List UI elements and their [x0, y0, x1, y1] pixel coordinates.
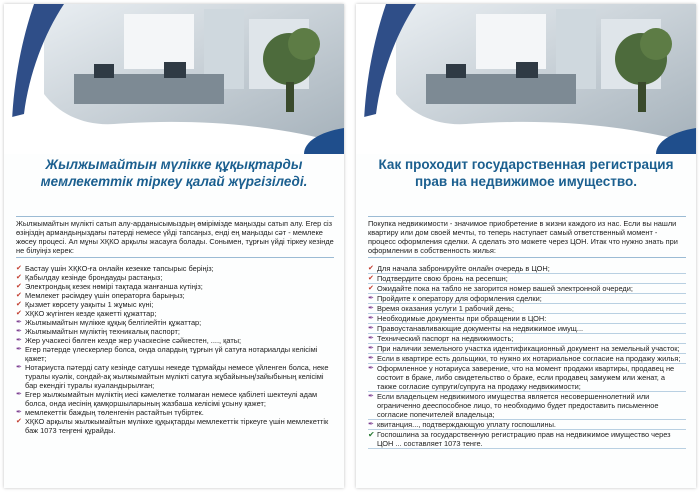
list-item	[16, 363, 334, 390]
list-item-text: мемлекеттік баждың төленгенін растайтын түбіртек.	[25, 408, 204, 417]
check-icon: ✔	[16, 418, 22, 425]
pin-icon: ✒	[16, 409, 22, 416]
intro-paragraph: Жылжымайтын мүлікті сатып алу-арданысымыздың өміріміздe маңызды сатып алу. Егер сіз өзіңіздің армандыңыздағы пәтерді немесе үйді тапсаңыз, енді ең маңызды сәт - мемлеке жөсеу процесі. Ал мұны ХҚКО арқылы жасауға болады. Сонымен, тұрғын үйді тіркеу кезінде не білуіңіз керек:	[16, 216, 334, 258]
list-item	[16, 417, 334, 435]
list-item-text: Технический паспорт на недвижимость;	[377, 334, 514, 343]
list-item	[16, 282, 334, 291]
list-item	[16, 336, 334, 345]
pin-icon: ✒	[368, 365, 374, 372]
office-photo	[356, 4, 696, 154]
list-item	[368, 304, 686, 314]
check-icon: ✔	[368, 265, 374, 272]
requirements-list	[16, 264, 334, 435]
list-item	[368, 364, 686, 392]
list-item	[368, 314, 686, 324]
list-item-text: Ожидайте пока на табло не загорится номер вашей электронной очереди;	[377, 284, 633, 293]
pin-icon: ✒	[16, 319, 22, 326]
pin-icon: ✒	[368, 355, 374, 362]
list-item	[16, 390, 334, 408]
list-item	[368, 392, 686, 420]
pin-icon: ✒	[368, 335, 374, 342]
list-item-text: Мемлекет рәсімдеу үшін операторға барыңыз;	[25, 291, 185, 300]
check-icon: ✔	[16, 265, 22, 272]
list-item	[368, 420, 686, 430]
list-item	[16, 300, 334, 309]
list-item	[368, 344, 686, 354]
check-icon: ✔	[16, 310, 22, 317]
list-item	[368, 334, 686, 344]
pin-icon: ✒	[368, 295, 374, 302]
list-item-text: Необходимые документы при обращении в ЦОН:	[377, 314, 547, 323]
pin-icon: ✒	[368, 315, 374, 322]
intro-paragraph: Покупка недвижимости - значимое приобретение в жизни каждого из нас. Если вы нашли квартиру или дом своей мечты, то теперь наступает самый ответственный момент - процесс оформления сделки. А сделать это можете через ЦОН. Итак что нужно знать при оформлении в собственность жилья:	[368, 216, 686, 258]
leaflet-russian	[356, 4, 696, 488]
list-item-text: Бастау үшін ХҚКО-ға онлайн кезекке тапсырыс беріңіз;	[25, 264, 214, 273]
list-item-text: Егер пәтерде үлескерлер болса, онда олардың тұрғын үй сатуға нотариалды келісімі қажет;	[25, 345, 318, 363]
list-item	[368, 274, 686, 284]
list-item-text: Жылжымайтын мүліктің техникалық паспорт;	[25, 327, 180, 336]
list-item-text: Жер учаскесі бөлген кезде жер учаскесіне сәйкестен, ...., қаты;	[25, 336, 242, 345]
list-item-text: квитанция..., подтверждающую уплату госпошлины.	[377, 420, 556, 429]
check-icon: ✔	[368, 275, 374, 282]
list-item-text: Оформленное у нотариуса заверение, что на момент продажи квартиры, продавец не состоит в браке, либо свидетельство о браке, если продавец замужем или женат, а также согласие супруги/супруга на продажу недвижимости;	[377, 364, 675, 391]
check-icon: ✔	[368, 285, 374, 292]
check-icon: ✔	[16, 283, 22, 290]
pin-icon: ✒	[368, 345, 374, 352]
list-item-text: Қызмет көрсету уақыты 1 жұмыс күні;	[25, 300, 154, 309]
pin-icon: ✒	[16, 364, 22, 371]
list-item	[16, 345, 334, 363]
check-icon: ✔	[16, 292, 22, 299]
list-item-text: Госпошлина за государственную регистрацию прав на недвижимое имущество через ЦОН ... составляет 1073 тенге.	[377, 430, 671, 448]
pin-icon: ✒	[368, 305, 374, 312]
list-item	[368, 430, 686, 449]
list-item-text: Если владельцем недвижимого имущества является несовершеннолетний или ограниченно дееспособное лицо, то необходимо будет предоставить письменное согласие попечителей владельца;	[377, 392, 659, 419]
list-item	[368, 294, 686, 304]
list-item-text: ХҚКО арқылы жылжымайтын мүлікке құқықтарды мемлекеттік тіркеуге үшін мемлекеттік баж 1073 теңгені құрайды.	[25, 417, 329, 435]
leaflet-title: Жылжымайтын мүлікке құқықтарды мемлекеттік тіркеу қалай жүргізіледі.	[40, 157, 308, 189]
list-item	[368, 324, 686, 334]
list-item-text: Правоустанавливающие документы на недвижимое имущ...	[377, 324, 584, 333]
list-item-text: Если в квартире есть дольщики, то нужно их нотариальное согласие на продажу жилья;	[377, 354, 681, 363]
pin-icon: ✒	[16, 337, 22, 344]
list-item	[368, 354, 686, 364]
list-item	[368, 284, 686, 294]
leaflet-kazakh	[4, 4, 344, 488]
list-item	[16, 291, 334, 300]
list-item-text: Нотариуста пәтерді сату кезінде сатушы некеде тұрмайды немесе үйленген болса, неке туралы куәлік, сондай-ақ жылжымайтын мүлікті сатуға жұбайының/зайыбының келісімі бар екендігі туралы куәландырылған;	[25, 363, 329, 390]
leaflet-body	[368, 216, 686, 449]
pin-icon: ✒	[16, 391, 22, 398]
leaflet-body	[16, 216, 334, 435]
list-item	[16, 408, 334, 417]
list-item	[16, 327, 334, 336]
pin-icon: ✒	[368, 421, 374, 428]
list-item-text: ХҚКО жүгінген кезде қажетті құжаттар;	[25, 309, 157, 318]
check-icon: ✔	[368, 430, 375, 439]
requirements-list	[368, 264, 686, 449]
pin-icon: ✒	[16, 346, 22, 353]
office-photo	[4, 4, 344, 154]
list-item-text: Время оказания услуги 1 рабочий день;	[377, 304, 514, 313]
list-item-text: Қабылдау кезінде брондауды растаңыз;	[25, 273, 163, 282]
list-item-text: Жылжымайтын мүлікке құқық белгілейтін құжаттар;	[25, 318, 202, 327]
pin-icon: ✒	[368, 393, 374, 400]
list-item	[16, 264, 334, 273]
pin-icon: ✒	[368, 325, 374, 332]
check-icon: ✔	[16, 274, 22, 281]
list-item-text: Подтвердите свою бронь на ресепшн;	[377, 274, 508, 283]
leaflet-title: Как проходит государственная регистрация прав на недвижимое имущество.	[378, 157, 674, 189]
list-item	[16, 318, 334, 327]
list-item	[368, 264, 686, 274]
list-item-text: Пройдите к оператору для оформления сделки;	[377, 294, 542, 303]
list-item-text: При наличии земельного участка идентификационный документ на земельный участок;	[377, 344, 680, 353]
list-item	[16, 273, 334, 282]
list-item-text: Егер жылжымайтын мүліктің иесі кәмелетке толмаған немесе қабілеті шектеулі адам болса, онда иесінің қамқоршыларының жазбаша келісімі ұсыну қажет;	[25, 390, 318, 408]
pin-icon: ✒	[16, 328, 22, 335]
list-item	[16, 309, 334, 318]
list-item-text: Для начала забронируйте онлайн очередь в ЦОН;	[377, 264, 550, 273]
list-item-text: Электрондық кезек нөмірі тақтада жанғанша күтіңіз;	[25, 282, 203, 291]
check-icon: ✔	[16, 301, 22, 308]
